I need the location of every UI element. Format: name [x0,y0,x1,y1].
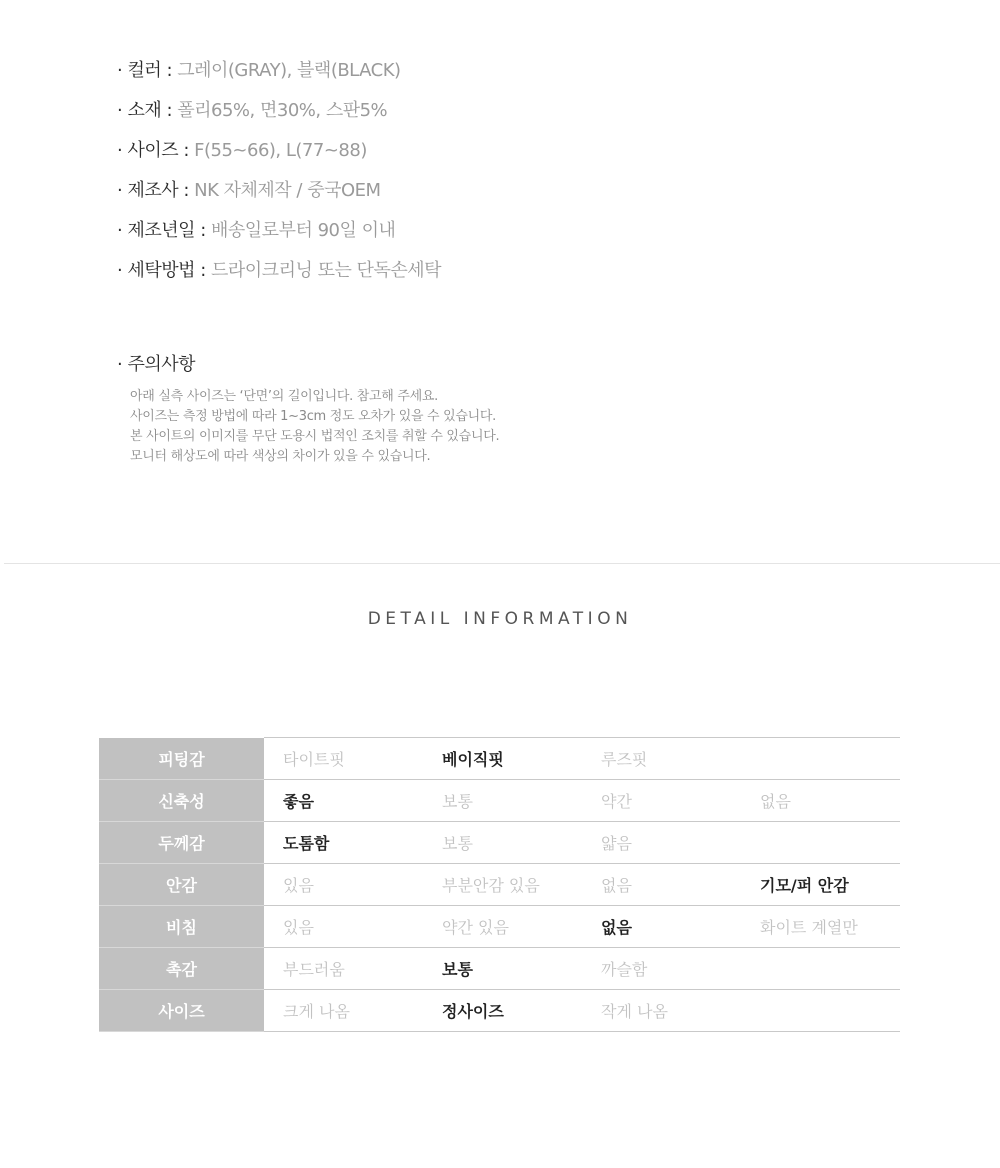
spec-list [117,58,441,298]
spec-label: · 세탁방법 : [117,260,206,281]
caution-line: 사이즈는 측정 방법에 따라 1~3cm 정도 오차가 있을 수 있습니다. [130,409,497,424]
caution-line: 본 사이트의 이미지를 무단 도용시 법적인 조치를 취할 수 있습니다. [130,429,500,444]
spec-color [117,58,441,98]
detail-option: 화이트 계열만 [741,906,900,948]
spec-value: 그레이(GRAY), 블랙(BLACK) [177,60,401,81]
caution-section [117,352,499,467]
spec-size [117,138,441,178]
spec-label: · 제조사 : [117,180,189,201]
detail-option: 없음 [741,780,900,822]
spec-label: · 제조년일 : [117,220,206,241]
detail-title: DETAIL INFORMATION [367,609,633,629]
detail-option: 없음 [582,864,741,906]
spec-value: 폴리65%, 면30%, 스판5% [177,100,388,121]
caution-line: 아래 실측 사이즈는 ‘단면’의 길이입니다. 참고해 주세요. [130,389,438,404]
spec-label: · 사이즈 : [117,140,189,161]
detail-row-header: 피팅감 [99,738,264,780]
spec-material [117,98,441,138]
detail-option [741,948,900,990]
section-divider [4,563,1000,564]
detail-option-selected: 도톰함 [264,822,423,864]
detail-option-selected: 좋음 [264,780,423,822]
spec-label: · 컬러 : [117,60,173,81]
detail-row [99,822,900,864]
spec-value: 드라이크리닝 또는 단독손세탁 [211,260,442,281]
detail-option-selected: 보통 [423,948,582,990]
detail-option: 약간 있음 [423,906,582,948]
detail-option-selected: 기모/퍼 안감 [741,864,900,906]
detail-row [99,864,900,906]
detail-table [99,737,900,1032]
detail-row-header: 두께감 [99,822,264,864]
detail-row-header: 신축성 [99,780,264,822]
detail-row [99,780,900,822]
detail-option: 부드러움 [264,948,423,990]
detail-option: 보통 [423,822,582,864]
detail-row-header: 비침 [99,906,264,948]
detail-row-header: 촉감 [99,948,264,990]
spec-value: 배송일로부터 90일 이내 [211,220,396,241]
caution-line: 모니터 해상도에 따라 색상의 차이가 있을 수 있습니다. [130,449,431,464]
spec-manufacturer [117,178,441,218]
detail-option: 있음 [264,906,423,948]
detail-row [99,948,900,990]
detail-option: 부분안감 있음 [423,864,582,906]
detail-option: 크게 나옴 [264,990,423,1032]
detail-option: 약간 [582,780,741,822]
detail-option [741,738,900,780]
caution-title: · 주의사항 [117,354,195,375]
detail-option: 보통 [423,780,582,822]
spec-label: · 소재 : [117,100,173,121]
detail-row [99,738,900,780]
detail-option: 작게 나옴 [582,990,741,1032]
spec-value: F(55~66), L(77~88) [194,140,367,161]
spec-washing [117,258,441,298]
detail-row-header: 사이즈 [99,990,264,1032]
detail-option-selected: 정사이즈 [423,990,582,1032]
spec-manufacture-date [117,218,441,258]
caution-lines [117,387,499,467]
detail-option: 까슬함 [582,948,741,990]
detail-option-selected: 없음 [582,906,741,948]
spec-value: NK 자체제작 / 중국OEM [194,180,381,201]
detail-row [99,906,900,948]
detail-option: 타이트핏 [264,738,423,780]
detail-option [741,822,900,864]
detail-option: 루즈핏 [582,738,741,780]
detail-option: 얇음 [582,822,741,864]
detail-row-header: 안감 [99,864,264,906]
detail-option [741,990,900,1032]
detail-option-selected: 베이직핏 [423,738,582,780]
detail-row [99,990,900,1032]
detail-option: 있음 [264,864,423,906]
